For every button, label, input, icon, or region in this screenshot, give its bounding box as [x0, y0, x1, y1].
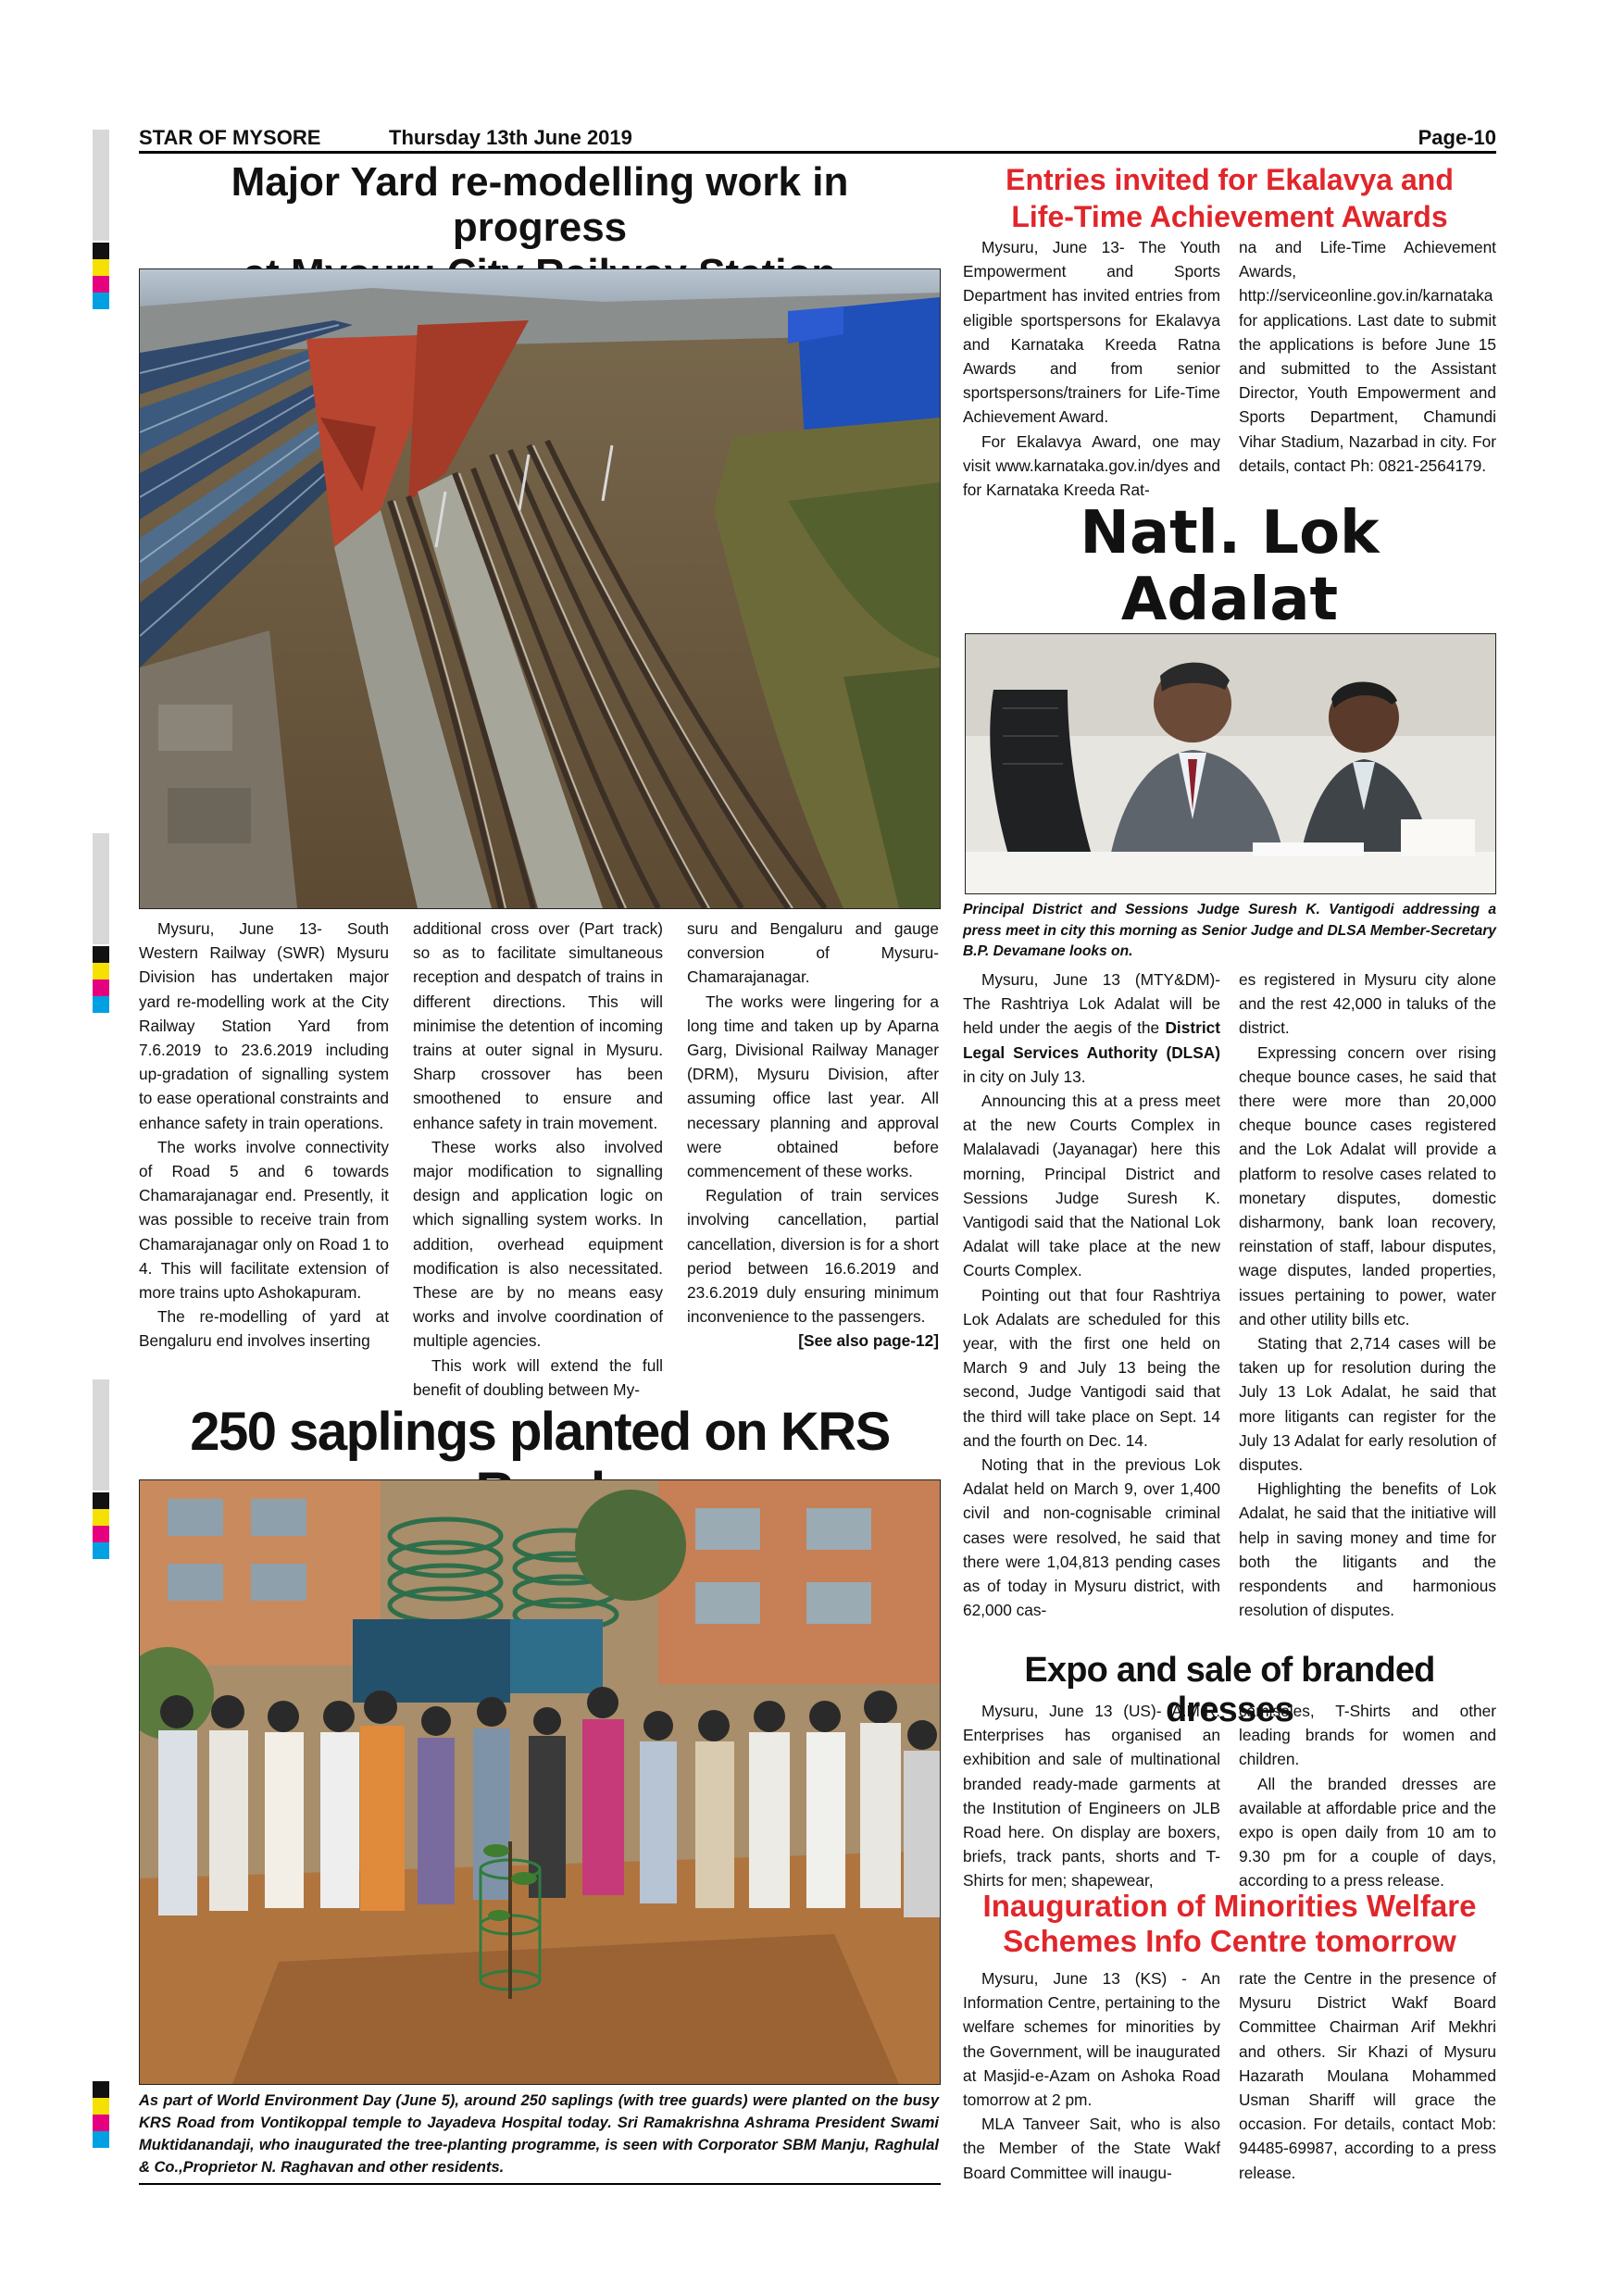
paragraph: The works were lingering for a long time and taken up by Aparna Garg, Divisional Railway Manager (DRM), Mysuru Division, after assuming office last year. All necessary planning and approval were obtained before commencement of these works. [687, 992, 939, 1181]
paragraph: All the branded dresses are available at affordable price and the expo is open daily from 10 am to 9.30 pm for a couple of days, according to a press release. [1239, 1774, 1496, 1890]
saplings-headline: 250 saplings planted on KRS [190, 1402, 890, 1462]
paragraph: Pointing out that four Rashtriya Lok Adalats are scheduled for this year, with the first one held on March 9 and July 13 being the second, Judge Vantigodi said that the third will take place on Sept. 14 and the fourth on Dec. 14. [963, 1285, 1220, 1450]
header-rule [139, 151, 1496, 154]
expo-column-2 [1239, 1699, 1496, 1893]
railway-yard-photo [139, 268, 941, 909]
expo-column-1 [963, 1699, 1220, 1893]
paragraph: These works also involved major modification to signalling design and application logic on which signalling system works. In addition, overhead equipment modification is also necessitated. These are by no means easy works and involve coordination of multiple agencies. [413, 1137, 663, 1351]
color-registration-marks [93, 946, 109, 1013]
railway-column-3 [687, 917, 939, 1354]
minorities-column-2 [1239, 1966, 1496, 2185]
registration-bar [93, 130, 109, 241]
paragraph: Mysuru, June 13 (US)- A.M.R. Enterprises has organised an exhibition and sale of multinational branded ready-made garments at the Institution of Engineers on JLB Road here. On display are boxers, briefs, track pants, shorts and T-Shirts for men; shapewear, [963, 1702, 1220, 1890]
page-header [139, 120, 1496, 152]
paragraph: Regulation of train services involving cancellation, partial cancellation, diversion is for a short period between 16.6.2019 and 23.6.2019 duly ensuring minimum inconvenience to the passengers. [687, 1186, 939, 1327]
minorities-headline-line1: Inauguration of Minorities Welfare [982, 1889, 1477, 1923]
issue-date: Thursday 13th June 2019 [389, 126, 632, 149]
lok-adalat-intro-end: in city on July 13. [963, 1067, 1086, 1086]
railway-yard-illustration [140, 269, 940, 908]
ekalavya-headline-line2: Life-Time Achievement Awards [1011, 200, 1448, 233]
minorities-column-1 [963, 1966, 1220, 2185]
paragraph: This work will extend the full benefit of doubling between My- [413, 1355, 663, 1399]
paragraph: Mysuru, June 13 (KS) - An Information Centre, pertaining to the welfare schemes for minorities by the Government, will be inaugurated at Masjid-e-Azam on Ashoka Road tomorrow at 2 pm. [963, 1969, 1220, 2110]
paragraph: Announcing this at a press meet at the new Courts Complex in Malalavadi (Jayanagar) here this morning, Principal District and Sessions Judge Suresh K. Vantigodi said that the National Lok Adalat will take place at the new Courts Complex. [963, 1092, 1220, 1280]
page-number: Page-10 [1418, 126, 1496, 149]
minorities-headline [963, 1889, 1496, 1959]
tree-planting-photo [139, 1479, 941, 2085]
ekalavya-column-2 [1239, 235, 1496, 478]
tree-planting-illustration [140, 1480, 940, 2084]
lok-adalat-column-2 [1239, 967, 1496, 1622]
paragraph: Noting that in the previous Lok Adalat held on March 9, over 1,400 civil and non-cognisable criminal cases were resolved, he said that there were 1,04,813 pending cases as of today in Mysuru district, with 62,000 cas- [963, 1455, 1220, 1620]
minorities-headline-line2: Schemes Info Centre tomorrow [1003, 1924, 1456, 1958]
paragraph: camisoles, T-Shirts and other leading brands for women and children. [1239, 1702, 1496, 1769]
ekalavya-column-1 [963, 235, 1220, 502]
paragraph: The works involve connectivity of Road 5 and 6 towards Chamarajanagar end. Presently, it was possible to receive train from Chamarajanagar only on Road 1 to 4. This will facilitate extension of more trains upto Ashokapuram. [139, 1137, 389, 1303]
paragraph: Expressing concern over rising cheque bounce cases, he said that there were more than 20,000 cheque bounce cases registered and the Lok Adalat will provide a platform to resolve cases related to monetary disputes, domestic disharmony, bank loan recovery, reinstation of staff, labour disputes, wage disputes, landed properties, issues pertaining to power, water and other utility bills etc. [1239, 1042, 1496, 1329]
expo-headline: Expo and sale of branded dresses [1024, 1651, 1435, 1729]
paragraph: es registered in Mysuru city alone and the rest 42,000 in taluks of the district. [1239, 970, 1496, 1038]
color-registration-marks [93, 243, 109, 309]
press-meet-photo [965, 633, 1496, 894]
lok-adalat-headline-line1: Natl. Lok Adalat [1080, 499, 1380, 634]
dlsa-name: District Legal Services Authority (DLSA) [963, 1018, 1220, 1062]
lok-adalat-photo-caption: Principal District and Sessions Judge Suresh K. Vantigodi addressing a press meet in city this morning as Senior Judge and DLSA Member-Secretary B.P. Devamane looks on. [963, 902, 1496, 959]
paragraph: suru and Bengaluru and gauge conversion of Mysuru- Chamarajanagar. [687, 919, 939, 987]
color-registration-marks [93, 2081, 109, 2148]
paragraph: na and Life-Time Achievement Awards, http://serviceonline.gov.in/karnataka for applications. Last date to submit the applications is before June 15 and submitted to the Assistant Director, Youth Empowerment and Sports Department, Chamundi Vihar Stadium, Nazarbad in city. For details, contact Ph: 0821-2564179. [1239, 238, 1496, 475]
registration-bar [93, 833, 109, 944]
ekalavya-headline-line1: Entries invited for Ekalavya and [1006, 163, 1454, 196]
paragraph: Mysuru, June 13- South Western Railway (SWR) Mysuru Division has undertaken major yard re-modelling work at the City Railway Station Yard from 7.6.2019 to 23.6.2019 including up-gradation of signalling system to ease operational constraints and enhance safety in train operations. [139, 919, 389, 1132]
railway-column-2 [413, 917, 663, 1402]
railway-headline-line1: Major Yard re-modelling work in progress [231, 159, 849, 251]
railway-column-1 [139, 917, 389, 1354]
paragraph: The re-modelling of yard at Bengaluru end involves inserting [139, 1307, 389, 1351]
press-meet-illustration [966, 634, 1495, 893]
paragraph: Mysuru, June 13- The Youth Empowerment and Sports Department has invited entries from eligible sportspersons for Ekalavya and Karnataka Kreeda Ratna Awards and from senior sportspersons/trainers for Life-Time Achievement Award. [963, 238, 1220, 427]
caption-rule [139, 2183, 941, 2185]
paragraph: Stating that 2,714 cases will be taken up for resolution during the July 13 Lok Adalat, he said that more litigants can register for the July 13 Adalat for early resolution of disputes. [1239, 1334, 1496, 1475]
paragraph: For Ekalavya Award, one may visit www.karnataka.gov.in/dyes and for Karnataka Kreeda Rat- [963, 431, 1220, 500]
ekalavya-headline [963, 161, 1496, 235]
registration-bar [93, 1379, 109, 1491]
color-registration-marks [93, 1492, 109, 1559]
lok-adalat-intro [963, 967, 1220, 1089]
lok-adalat-column-1 [963, 967, 1220, 1622]
paragraph: MLA Tanveer Sait, who is also the Member of the State Wakf Board Committee will inaugu- [963, 2115, 1220, 2182]
paragraph: additional cross over (Part track) so as to facilitate simultaneous reception and despatch of trains in different directions. This will minimise the detention of incoming trains at outer signal in Mysuru. Sharp crossover has been smoothened to ensure and enhance safety in train movement. [413, 919, 663, 1132]
paragraph: rate the Centre in the presence of Mysuru District Wakf Board Committee Chairman Arif Mekhri and others. Sir Khazi of Mysuru Hazarath Moulana Mohammed Usman Shariff will grace the occasion. For details, contact Mob: 94485-69987, according to a press release. [1239, 1969, 1496, 2182]
saplings-photo-caption: As part of World Environment Day (June 5), around 250 saplings (with tree guards) were planted on the busy KRS Road from Vontikoppal temple to Jayadeva Hospital today. Sri Ramakrishna Ashrama President Swami Muktidanandaji, who inaugurated the tree-planting programme, is seen with Corporator SBM Manju, Raghulal & Co.,Proprietor N. Raghavan and other residents. [139, 2092, 939, 2176]
lok-adalat-intro-text: Mysuru, June 13 (MTY&DM)- The Rashtriya Lok Adalat will be held under the aegis of the [963, 970, 1220, 1038]
paragraph: Highlighting the benefits of Lok Adalat, he said that the initiative will help in saving money and time for both the litigants and the respondents and harmonious resolution of disputes. [1239, 1479, 1496, 1620]
publication-name: STAR OF MYSORE [139, 126, 321, 149]
see-also-reference: [See also page-12] [798, 1331, 939, 1351]
